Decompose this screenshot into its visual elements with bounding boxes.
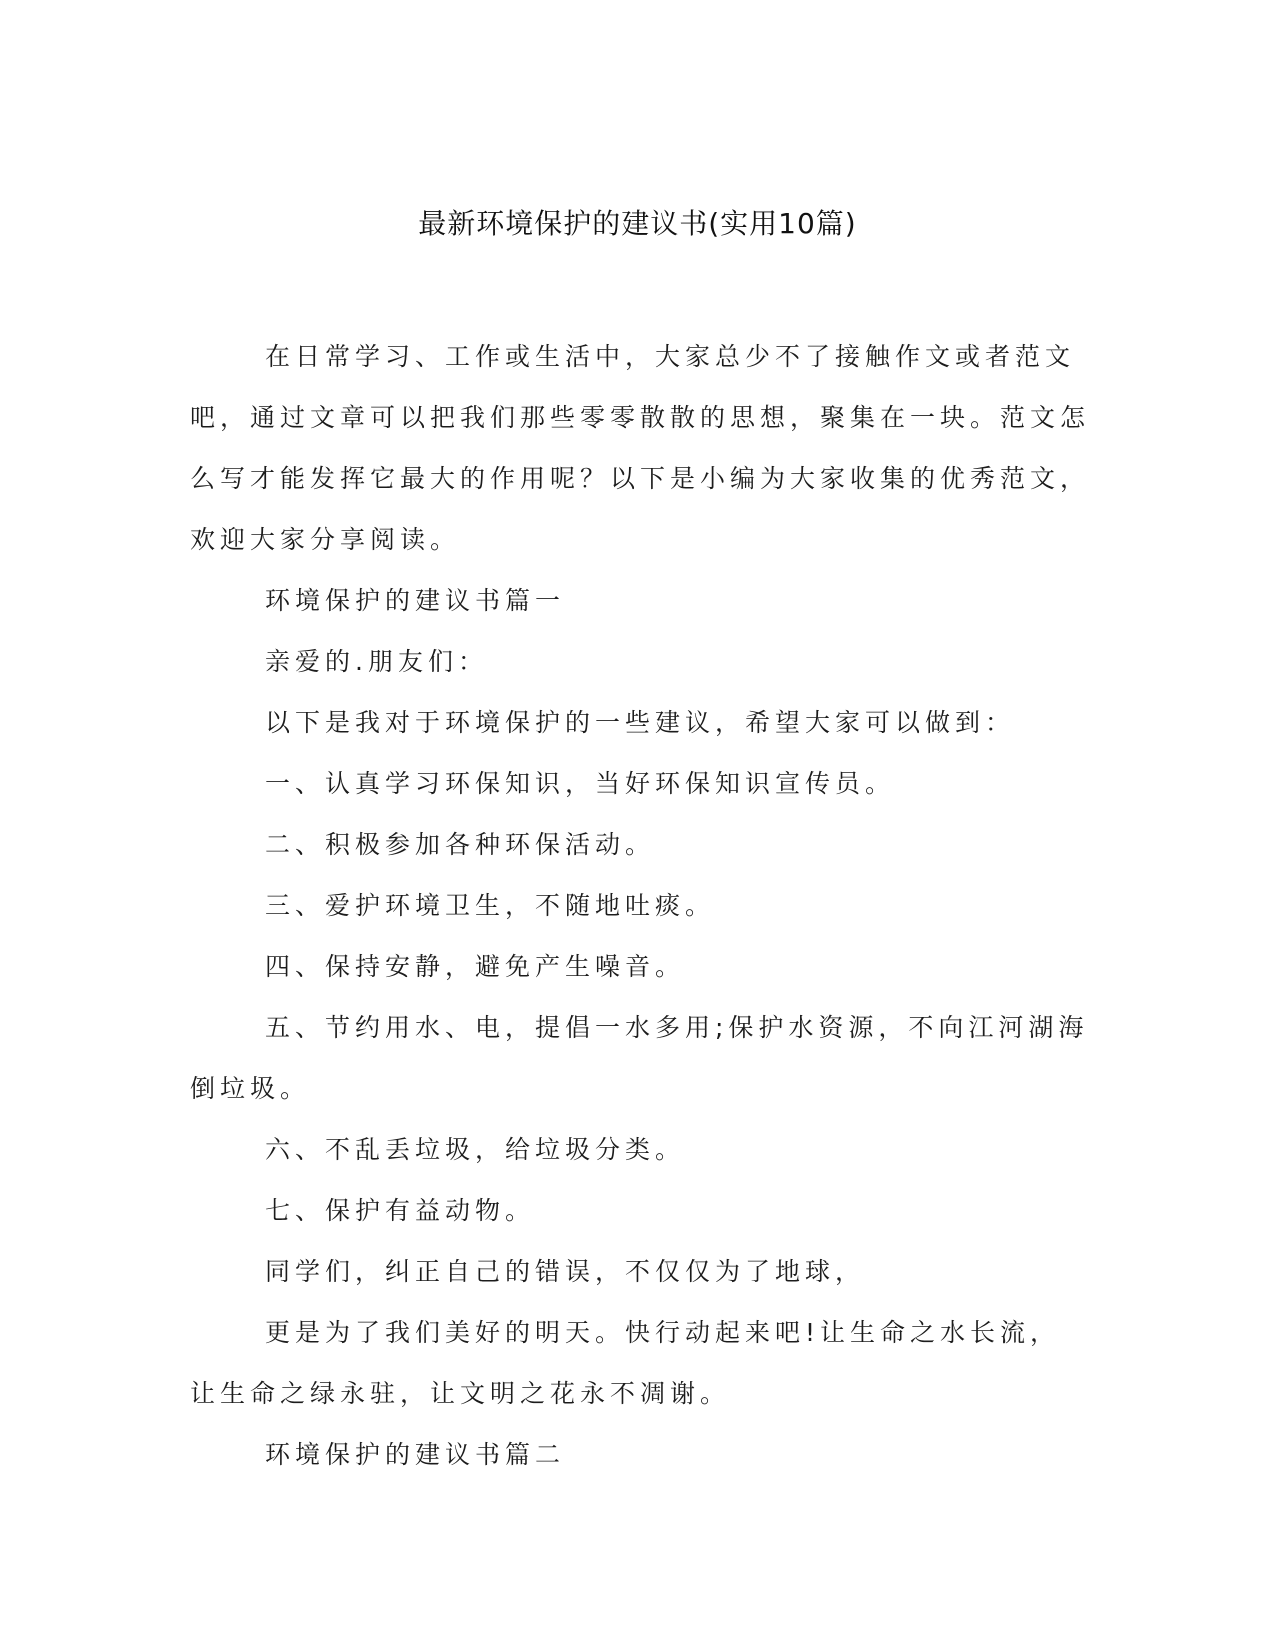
suggestion-item-4: 四、保持安静，避免产生噪音。 [265,952,686,981]
suggestion-item-7: 七、保护有益动物。 [265,1196,536,1225]
body-paragraph: 同学们，纠正自己的错误，不仅仅为了地球， [265,1257,866,1286]
intro-paragraph: 在日常学习、工作或生活中，大家总少不了接触作文或者范文吧，通过文章可以把我们那些零零散散的思想，聚集在一块。范文怎么写才能发挥它最大的作用呢？以下是小编为大家收集的优秀范文，欢迎大家分享阅读。 [190,342,1091,554]
suggestion-item-6: 六、不乱丢垃圾，给垃圾分类。 [265,1135,686,1164]
section-heading-1: 环境保护的建议书篇一 [265,586,566,615]
document-body [190,326,1090,1485]
body-paragraph: 更是为了我们美好的明天。快行动起来吧!让生命之水长流，让生命之绿永驻，让文明之花永不凋谢。 [190,1318,1061,1408]
suggestion-item-3: 三、爱护环境卫生，不随地吐痰。 [265,891,716,920]
suggestion-item-2: 二、积极参加各种环保活动。 [265,830,656,859]
suggestion-item-5: 五、节约用水、电，提倡一水多用;保护水资源，不向江河湖海倒垃圾。 [190,1013,1089,1103]
suggestion-item-1: 一、认真学习环保知识，当好环保知识宣传员。 [265,769,896,798]
document-title: 最新环境保护的建议书(实用10篇) [418,207,857,240]
body-paragraph: 以下是我对于环境保护的一些建议，希望大家可以做到： [265,708,1016,737]
salutation: 亲爱的.朋友们： [265,647,488,676]
section-heading-2: 环境保护的建议书篇二 [265,1440,566,1469]
